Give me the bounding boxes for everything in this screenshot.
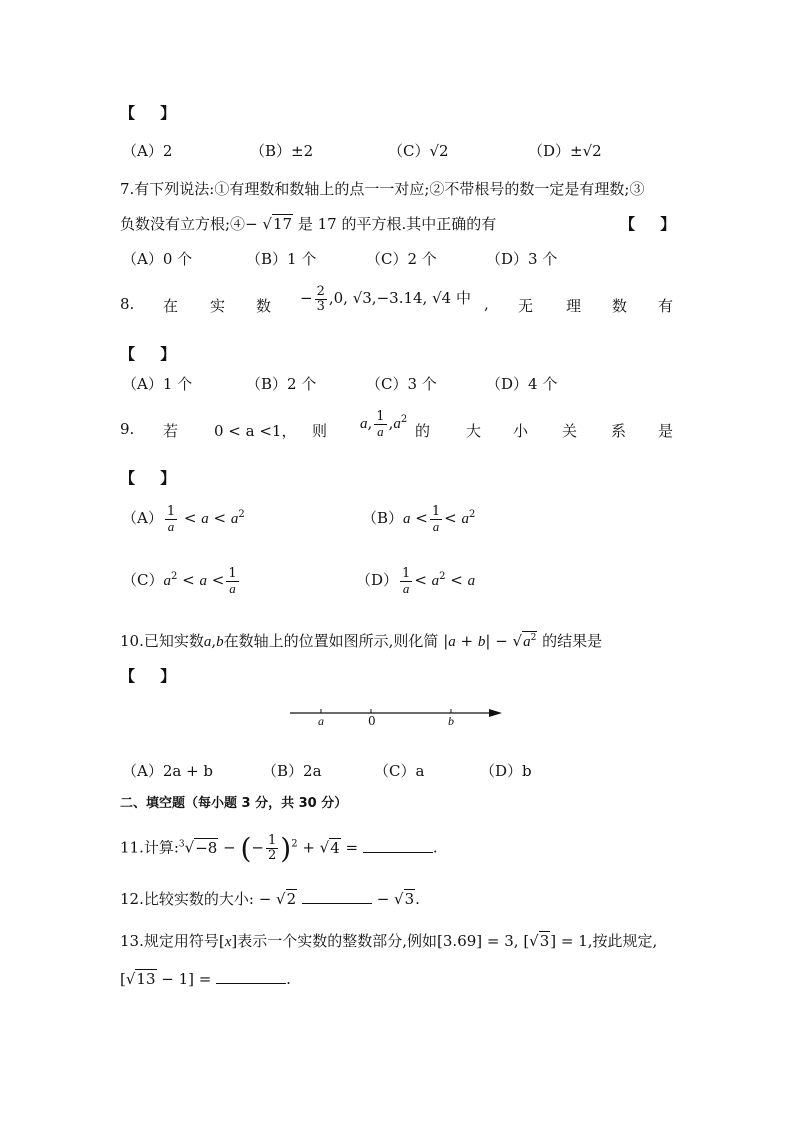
q8-expr-tail: ,0, √3,−3.14, √4 中 xyxy=(328,289,471,308)
q9-condition: 0 < a <1， xyxy=(214,422,297,440)
q8-answer-bracket: 【 】 xyxy=(120,345,186,363)
q6-option-a: （A）2 xyxy=(122,142,173,160)
q11: 11.计算:$^3$√−8 − (− $\frac{1}{2}$ )$^2$ + √4 = . xyxy=(120,832,438,865)
q8-fraction: $\frac{2}{3}$ xyxy=(316,284,325,314)
q9-option-b: （B）a < $\frac{1}{a}$ < $a^2$ xyxy=(362,504,476,534)
q8-word-5: 理 xyxy=(566,297,582,315)
q8-word-2: 实 xyxy=(210,297,226,315)
q6-option-c: （C）√2 xyxy=(388,142,449,160)
q9-option-d: （D） $\frac{1}{a}$ < $a^2 < a$ xyxy=(356,566,476,596)
q8-expression: − $\frac{2}{3}$ ,0, √3,−3.14, √4 中 xyxy=(300,284,471,314)
q8-word-6: 数 xyxy=(612,297,628,315)
q8-option-a: （A）1 个 xyxy=(122,375,193,393)
q9-ze: 则 xyxy=(312,422,328,440)
q10-line1: 10.已知实数a,b在数轴上的位置如图所示,则化简 $|a + b| - √a^2$ 的结果是 xyxy=(120,632,603,650)
q9-word-6: 是 xyxy=(658,422,674,440)
q9-option-a: （A） $\frac{1}{a}$ < $a < a^2$ xyxy=(122,504,245,534)
q6-option-b: （B）±2 xyxy=(250,142,314,160)
axis-label-b: b xyxy=(448,714,454,728)
q8-option-c: （C）3 个 xyxy=(366,375,437,393)
q8-comma: , xyxy=(484,295,489,313)
q6-option-d: （D）±√2 xyxy=(528,142,602,160)
q12-answer-blank xyxy=(302,903,372,904)
q12: 12.比较实数的大小: − √2 − √3. xyxy=(120,890,420,908)
q8-word-1: 在 xyxy=(163,297,179,315)
q8-number: 8. xyxy=(120,295,135,313)
q9-word-3: 小 xyxy=(513,422,529,440)
axis-label-a: a xyxy=(318,714,324,728)
q7-option-a: （A）0 个 xyxy=(122,250,193,268)
q13-line1: 13.规定用符号[x]表示一个实数的整数部分,例如[3.69] = 3, [√3] = 1,按此规定, xyxy=(120,932,658,950)
q9-expression: a, $\frac{1}{a}$ $,a^2$ xyxy=(360,409,408,439)
q7-line2b: 是 17 的平方根.其中正确的有 xyxy=(297,215,497,233)
q8-option-d: （D）4 个 xyxy=(486,375,558,393)
q7-line1: 7.有下列说法:①有理数和数轴上的点一一对应;②不带根号的数一定是有理数;③ xyxy=(120,180,645,198)
q10-option-c: （C）a xyxy=(374,762,425,780)
q10-option-d: （D）b xyxy=(480,762,532,780)
q8-option-b: （B）2 个 xyxy=(246,375,317,393)
q7-neg-sqrt17: − √17 xyxy=(245,215,293,233)
q10-option-b: （B）2a xyxy=(262,762,322,780)
q9-word-1: 的 xyxy=(415,422,431,440)
q7-line2a: 负数没有立方根;④ xyxy=(120,215,246,233)
section-heading: 二、填空题（每小题 3 分，共 30 分） xyxy=(120,796,348,811)
q9-answer-bracket: 【 】 xyxy=(120,469,186,487)
q10-expression: $|a + b| - √a^2$ xyxy=(443,632,537,650)
arrow-head-icon xyxy=(489,709,502,717)
q6-answer-bracket: 【 】 xyxy=(120,104,186,122)
q7-option-b: （B）1 个 xyxy=(246,250,317,268)
q7-line2 xyxy=(120,213,496,234)
q7-option-d: （D）3 个 xyxy=(486,250,558,268)
q8-word-3: 数 xyxy=(256,297,272,315)
q10-option-a: （A）2a + b xyxy=(122,762,214,780)
q9-number: 9. xyxy=(120,420,135,438)
q7-option-c: （C）2 个 xyxy=(366,250,437,268)
q7-answer-bracket: 【 】 xyxy=(620,215,686,233)
axis-label-0: 0 xyxy=(368,714,376,728)
q9-word-2: 大 xyxy=(466,422,482,440)
q9-ruo: 若 xyxy=(163,422,179,440)
q10-answer-bracket: 【 】 xyxy=(120,667,186,685)
q9-word-5: 系 xyxy=(611,422,627,440)
q9-word-4: 关 xyxy=(562,422,578,440)
q9-option-c: $(C)a^2 < a$ < $\frac{1}{a}$ xyxy=(122,566,237,596)
q13-answer-blank xyxy=(216,983,286,984)
q13-line2: [√13 − 1] = . xyxy=(120,970,291,988)
q8-word-4: 无 xyxy=(518,297,534,315)
q11-answer-blank xyxy=(363,852,433,853)
q8-word-7: 有 xyxy=(658,297,674,315)
